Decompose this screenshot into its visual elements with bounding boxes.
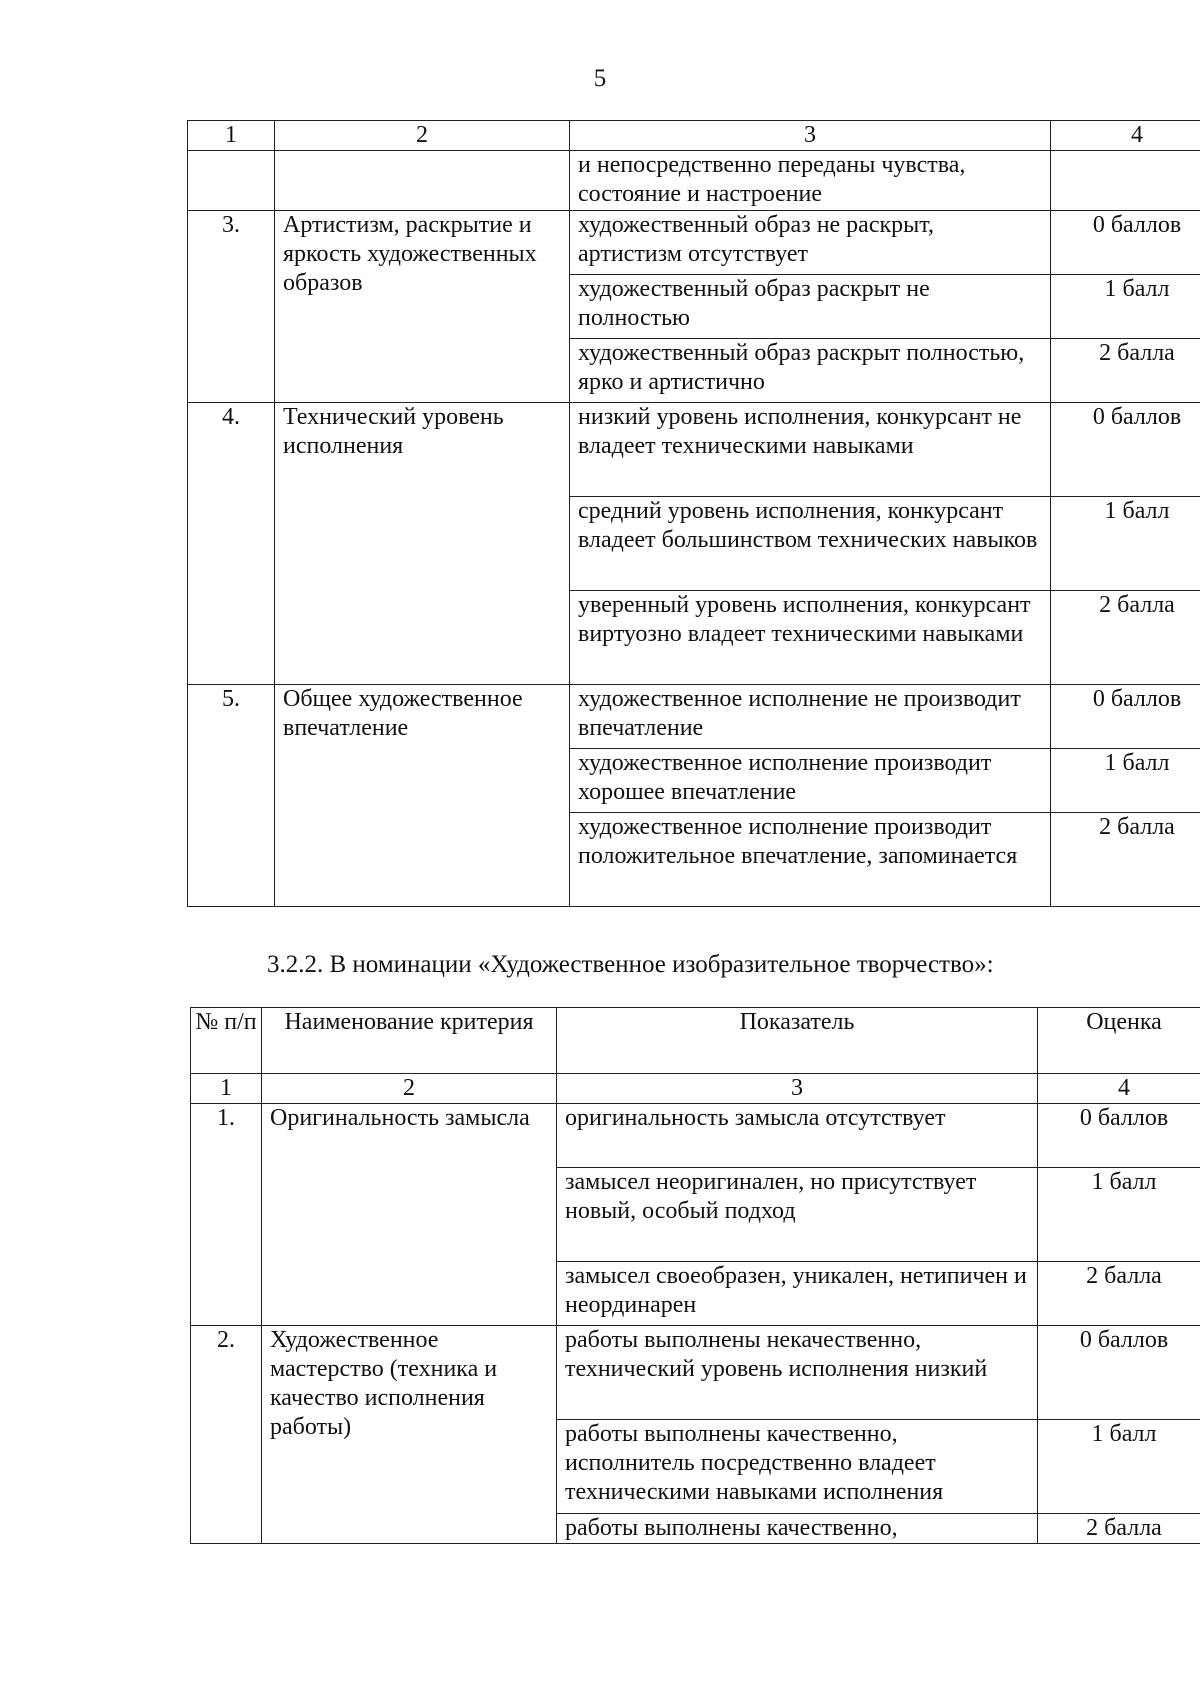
indicator-cell: замысел неоригинален, но присутствует новый, особый подход: [557, 1168, 1038, 1262]
table-row: [188, 403, 1200, 497]
column-number: 2: [262, 1074, 557, 1104]
section-heading: 3.2.2. В номинации «Художественное изобразительное творчество»:: [267, 951, 994, 978]
score-cell: 2 балла: [1051, 591, 1200, 685]
indicator-cell: работы выполнены некачественно, технический уровень исполнения низкий: [557, 1326, 1038, 1420]
indicator-cell: работы выполнены качественно, исполнитель посредственно владеет техническими навыками исполнения: [557, 1420, 1038, 1514]
column-number: 3: [570, 121, 1051, 151]
criterion-number-cell: 3.: [188, 211, 275, 403]
indicator-cell: низкий уровень исполнения, конкурсант не владеет техническими навыками: [570, 403, 1051, 497]
column-number: 1: [191, 1074, 262, 1104]
indicator-cell: работы выполнены качественно,: [557, 1514, 1038, 1544]
indicator-cell: художественное исполнение не производит впечатление: [570, 685, 1051, 749]
table-row: [191, 1104, 1200, 1168]
criterion-name-cell: Технический уровень исполнения: [275, 403, 570, 685]
header-score: Оценка: [1038, 1008, 1200, 1074]
indicator-cell: уверенный уровень исполнения, конкурсант виртуозно владеет техническими навыками: [570, 591, 1051, 685]
indicator-cell: художественное исполнение производит положительное впечатление, запоминается: [570, 813, 1051, 907]
table-row: [191, 1326, 1200, 1420]
score-cell: 0 баллов: [1051, 211, 1200, 275]
score-cell: [1051, 151, 1200, 211]
header-row: [191, 1008, 1200, 1074]
criterion-number-cell: 4.: [188, 403, 275, 685]
criterion-name-cell: Общее художественное впечатление: [275, 685, 570, 907]
header-indicator: Показатель: [557, 1008, 1038, 1074]
score-cell: 2 балла: [1051, 813, 1200, 907]
score-cell: 1 балл: [1051, 497, 1200, 591]
score-cell: 0 баллов: [1038, 1326, 1200, 1420]
score-cell: 2 балла: [1038, 1262, 1200, 1326]
indicator-cell: замысел своеобразен, уникален, нетипичен и неординарен: [557, 1262, 1038, 1326]
indicator-cell: художественное исполнение производит хорошее впечатление: [570, 749, 1051, 813]
table-row: [188, 211, 1200, 275]
page-number: 5: [593, 65, 607, 92]
score-cell: 2 балла: [1051, 339, 1200, 403]
indicator-cell: оригинальность замысла отсутствует: [557, 1104, 1038, 1168]
criterion-name-cell: [275, 151, 570, 211]
indicator-cell: средний уровень исполнения, конкурсант владеет большинством технических навыков: [570, 497, 1051, 591]
header-num: № п/п: [191, 1008, 262, 1074]
column-number: 3: [557, 1074, 1038, 1104]
score-cell: 0 баллов: [1038, 1104, 1200, 1168]
indicator-cell: художественный образ раскрыт не полностью: [570, 275, 1051, 339]
score-cell: 1 балл: [1051, 749, 1200, 813]
score-cell: 0 баллов: [1051, 403, 1200, 497]
score-cell: 0 баллов: [1051, 685, 1200, 749]
table-row: [188, 151, 1200, 211]
score-cell: 1 балл: [1038, 1168, 1200, 1262]
column-number-row: [191, 1074, 1200, 1104]
criterion-name-cell: Оригинальность замысла: [262, 1104, 557, 1326]
score-cell: 2 балла: [1038, 1514, 1200, 1544]
indicator-cell: художественный образ не раскрыт, артистизм отсутствует: [570, 211, 1051, 275]
score-cell: 1 балл: [1038, 1420, 1200, 1514]
column-number-row: [188, 121, 1200, 151]
criteria-table-2: [190, 1007, 1200, 1544]
criterion-number-cell: 5.: [188, 685, 275, 907]
criterion-number-cell: 2.: [191, 1326, 262, 1544]
criterion-number-cell: [188, 151, 275, 211]
indicator-cell: художественный образ раскрыт полностью, ярко и артистично: [570, 339, 1051, 403]
criterion-number-cell: 1.: [191, 1104, 262, 1326]
column-number: 2: [275, 121, 570, 151]
criterion-name-cell: Артистизм, раскрытие и яркость художественных образов: [275, 211, 570, 403]
criteria-table-1: [187, 120, 1200, 907]
column-number: 4: [1038, 1074, 1200, 1104]
header-criterion: Наименование критерия: [262, 1008, 557, 1074]
column-number: 4: [1051, 121, 1200, 151]
indicator-cell: и непосредственно переданы чувства, состояние и настроение: [570, 151, 1051, 211]
score-cell: 1 балл: [1051, 275, 1200, 339]
column-number: 1: [188, 121, 275, 151]
table-row: [188, 685, 1200, 749]
criterion-name-cell: Художественное мастерство (техника и качество исполнения работы): [262, 1326, 557, 1544]
